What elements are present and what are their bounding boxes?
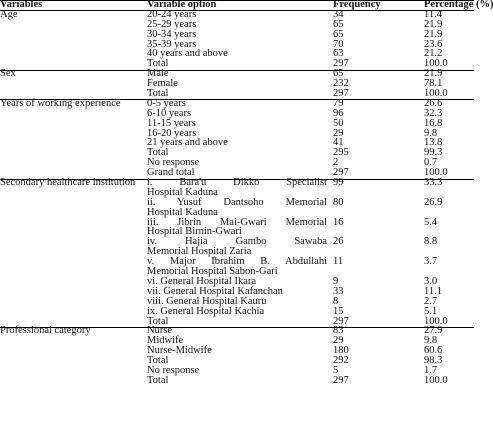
option-cell: Total bbox=[147, 147, 169, 159]
table-row bbox=[0, 30, 474, 40]
percentage-cell: 13.8 bbox=[424, 137, 443, 149]
option-cell: Total bbox=[147, 315, 169, 327]
frequency-cell: 180 bbox=[333, 345, 349, 357]
table-row bbox=[0, 69, 474, 79]
option-cell: 20-24 years bbox=[147, 8, 197, 20]
option-cell: Total bbox=[147, 355, 169, 367]
table-body bbox=[0, 10, 474, 386]
frequency-cell: 292 bbox=[333, 355, 349, 367]
frequency-cell: 232 bbox=[333, 78, 349, 90]
frequency-cell: 29 bbox=[333, 335, 344, 347]
option-cell: 16-20 years bbox=[147, 127, 197, 139]
frequency-cell: 297 bbox=[333, 58, 349, 70]
option-cell: Hospital Birnin-Gwari bbox=[147, 226, 242, 238]
header-variables: Variables bbox=[0, 0, 43, 10]
frequency-cell: 34 bbox=[333, 8, 344, 20]
table-row bbox=[0, 148, 474, 158]
percentage-cell: 9.8 bbox=[424, 127, 438, 139]
table-row bbox=[0, 198, 474, 208]
option-cell: Grand total bbox=[147, 167, 195, 179]
table-row bbox=[0, 356, 474, 366]
frequency-cell: 297 bbox=[333, 167, 349, 179]
option-cell: 35-39 years bbox=[147, 38, 197, 50]
percentage-cell: 27.9 bbox=[424, 325, 443, 337]
option-text: i. Bara'u Dikko Specialist bbox=[147, 177, 327, 189]
frequency-cell: 295 bbox=[333, 147, 349, 159]
percentage-cell: 8.8 bbox=[424, 236, 438, 248]
percentage-cell: 11.4 bbox=[424, 8, 442, 20]
frequency-cell: 33 bbox=[333, 285, 344, 297]
variable-cell: Years of working experience bbox=[0, 97, 121, 109]
option-cell: Memorial Hospital Sabon-Gari bbox=[147, 266, 278, 278]
table-row bbox=[0, 178, 474, 188]
top-rule bbox=[0, 0, 474, 1]
table-row bbox=[0, 158, 474, 168]
header-variable-option: Variable option bbox=[147, 0, 217, 10]
option-cell: viii. General Hospital Kauru bbox=[147, 295, 267, 307]
option-cell: 6-10 years bbox=[147, 107, 192, 119]
option-cell: Nurse bbox=[147, 325, 173, 337]
percentage-cell: 21.2 bbox=[424, 48, 443, 60]
frequency-cell: 96 bbox=[333, 107, 344, 119]
percentage-cell: 33.3 bbox=[424, 177, 443, 189]
option-cell: Total bbox=[147, 374, 169, 386]
option-text: ii. Yusuf Dantsoho Memorial bbox=[147, 196, 327, 208]
frequency-cell: 297 bbox=[333, 315, 349, 327]
percentage-cell: 5.1 bbox=[424, 305, 438, 317]
frequency-cell: 2 bbox=[333, 157, 339, 169]
option-cell: Male bbox=[147, 68, 169, 80]
frequency-cell: 26 bbox=[333, 236, 344, 248]
percentage-cell: 3.0 bbox=[424, 275, 438, 287]
option-cell: Memorial Hospital Zaria bbox=[147, 246, 252, 258]
table-row bbox=[0, 336, 474, 346]
option-cell: Female bbox=[147, 78, 178, 90]
percentage-cell: 60.6 bbox=[424, 345, 443, 357]
frequency-cell: 9 bbox=[333, 275, 339, 287]
frequency-cell: 8 bbox=[333, 295, 339, 307]
option-cell: Midwife bbox=[147, 335, 184, 347]
table-row bbox=[0, 109, 474, 119]
frequency-cell: 50 bbox=[333, 117, 344, 129]
table-row bbox=[0, 40, 474, 50]
option-cell: 25-29 years bbox=[147, 18, 197, 30]
percentage-cell: 0.7 bbox=[424, 157, 438, 169]
table-row bbox=[0, 346, 474, 356]
percentage-cell: 78.1 bbox=[424, 78, 443, 90]
option-cell: Total bbox=[147, 58, 169, 70]
frequency-cell: 63 bbox=[333, 48, 344, 60]
table-row bbox=[0, 49, 474, 59]
option-cell: ix. General Hospital Kachia bbox=[147, 305, 265, 317]
frequency-cell: 297 bbox=[333, 88, 349, 100]
percentage-cell: 2.7 bbox=[424, 295, 438, 307]
percentage-cell: 100.0 bbox=[424, 88, 448, 100]
option-cell: Hospital Kaduna bbox=[147, 206, 218, 218]
frequency-cell: 79 bbox=[333, 97, 344, 109]
percentage-cell: 98.3 bbox=[424, 355, 443, 367]
table-row bbox=[0, 366, 474, 376]
option-cell: No response bbox=[147, 364, 200, 376]
percentage-cell: 5.4 bbox=[424, 216, 438, 228]
table-header bbox=[0, 0, 493, 10]
frequency-cell: 29 bbox=[333, 127, 344, 139]
frequency-cell: 297 bbox=[333, 374, 349, 386]
frequency-cell: 80 bbox=[333, 196, 344, 208]
frequency-cell: 65 bbox=[333, 68, 344, 80]
percentage-cell: 21.9 bbox=[424, 28, 443, 40]
percentage-cell: 26.6 bbox=[424, 97, 443, 109]
table-row bbox=[0, 20, 474, 30]
header-percentage: Percentage (%) bbox=[424, 0, 493, 10]
option-cell: 40 years and above bbox=[147, 48, 228, 60]
table-row bbox=[0, 129, 474, 139]
percentage-cell: 100.0 bbox=[424, 167, 448, 179]
percentage-cell: 1.7 bbox=[424, 364, 438, 376]
table-row bbox=[0, 307, 474, 317]
section-divider bbox=[0, 179, 474, 180]
table-row bbox=[0, 79, 474, 89]
table-row bbox=[0, 119, 474, 129]
percentage-cell: 99.3 bbox=[424, 147, 443, 159]
option-cell: 21 years and above bbox=[147, 137, 228, 149]
option-cell: vii. General Hospital Kafanchan bbox=[147, 285, 283, 297]
table-row bbox=[0, 10, 474, 20]
percentage-cell: 100.0 bbox=[424, 374, 448, 386]
frequency-cell: 15 bbox=[333, 305, 344, 317]
percentage-cell: 16.8 bbox=[424, 117, 443, 129]
percentage-cell: 100.0 bbox=[424, 58, 448, 70]
frequency-cell: 83 bbox=[333, 325, 344, 337]
section-divider bbox=[0, 327, 474, 328]
header-rule bbox=[0, 10, 474, 11]
table-row bbox=[0, 99, 474, 109]
frequency-cell: 41 bbox=[333, 137, 344, 149]
percentage-cell: 21.9 bbox=[424, 18, 443, 30]
percentage-cell: 21.9 bbox=[424, 68, 443, 80]
option-cell: vi. General Hospital Ikara bbox=[147, 275, 257, 287]
option-text: iii. Jibrin Mai-Gwari Memorial bbox=[147, 216, 327, 228]
table-row bbox=[0, 59, 474, 69]
frequency-cell: 65 bbox=[333, 18, 344, 30]
frequency-cell: 70 bbox=[333, 38, 344, 50]
variable-cell: Secondary healthcare institution bbox=[0, 177, 136, 189]
variable-cell: Age bbox=[0, 8, 18, 20]
option-cell: Total bbox=[147, 88, 169, 100]
option-text: v. Major Ibrahim B. Abdullahi bbox=[147, 256, 327, 268]
percentage-cell: 9.8 bbox=[424, 335, 438, 347]
percentage-cell: 11.1 bbox=[424, 285, 442, 297]
option-text: iv. Hajia Gambo Sawaba bbox=[147, 236, 327, 248]
frequency-cell: 99 bbox=[333, 177, 344, 189]
table-row bbox=[0, 138, 474, 148]
frequency-cell: 65 bbox=[333, 28, 344, 40]
table-row bbox=[0, 376, 474, 386]
option-cell: Nurse-Midwife bbox=[147, 345, 212, 357]
option-cell: Hospital Kaduna bbox=[147, 186, 218, 198]
section-divider bbox=[0, 99, 474, 100]
variable-cell: Professional category bbox=[0, 325, 91, 337]
frequency-cell: 16 bbox=[333, 216, 344, 228]
percentage-cell: 100.0 bbox=[424, 315, 448, 327]
variable-cell: Sex bbox=[0, 68, 16, 80]
option-cell: 0-5 years bbox=[147, 97, 186, 109]
frequency-cell: 11 bbox=[333, 256, 344, 268]
option-cell: 11-15 years bbox=[147, 117, 196, 129]
percentage-cell: 3.7 bbox=[424, 256, 438, 268]
percentage-cell: 32.3 bbox=[424, 107, 443, 119]
frequency-cell: 5 bbox=[333, 364, 339, 376]
percentage-cell: 23.6 bbox=[424, 38, 443, 50]
option-cell: 30-34 years bbox=[147, 28, 197, 40]
header-frequency: Frequency bbox=[333, 0, 381, 10]
option-cell: No response bbox=[147, 157, 200, 169]
percentage-cell: 26.9 bbox=[424, 196, 443, 208]
section-divider bbox=[0, 70, 474, 71]
